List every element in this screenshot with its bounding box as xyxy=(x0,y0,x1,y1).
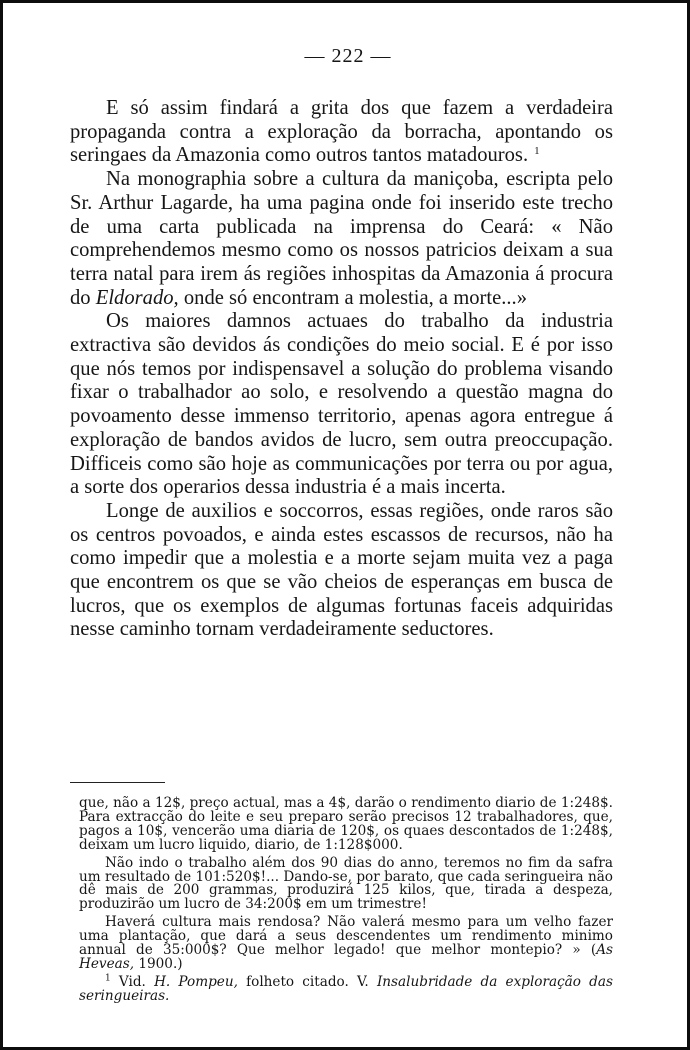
page-number: — 222 — xyxy=(304,45,392,67)
paragraph-2-italic: Eldorado, xyxy=(95,286,179,309)
footnote-1-number: 1 xyxy=(105,973,111,984)
footnote-1-mid: folheto citado. V. xyxy=(246,973,369,990)
paragraph-1 xyxy=(70,97,613,168)
paragraph-2-end: onde só encontram a molestia, a morte...» xyxy=(183,286,527,309)
paragraph-3: Os maiores damnos actuaes do trabalho da industria extractiva são devidos ás condições do meio social. E é por isso que nós temos por indispensavel a solução do problema visando fixar o trabalhador ao solo, e resolvendo a questão magna do povoamento desse immenso territorio, apenas agora entregue á exploração de bandos avidos de lucro, sem outra preoccupação. Difficeis como são hoje as communicações por terra ou por agua, a sorte dos operarios dessa industria é a mais incerta. xyxy=(70,310,613,499)
footnote-c-italic: As Heveas, xyxy=(79,942,613,972)
footnotes xyxy=(79,797,613,1008)
paragraph-4: Longe de auxilios e soccorros, essas regiões, onde raros são os centros povoados, e ainda estes escassos de recursos, não ha como impedir que a molestia e a morte sejam muita vez a paga que encontrem os que se vão cheios de esperanças em busca de lucros, que os exemplos de algumas fortunas faceis adquiridas nesse caminho tornam verdadeiramente seductores. xyxy=(70,499,613,641)
main-text xyxy=(70,97,613,642)
footnote-c-end: 1900.) xyxy=(138,955,183,972)
footnote-divider xyxy=(70,782,165,783)
footnote-1-italic-title: Insalubridade da exploração das seringueiras. xyxy=(79,973,613,1004)
footnote-c-text: Haverá cultura mais rendosa? Não valerá mesmo para um velho fazer uma plantação, que dará a seus descendentes um rendimento minimo annual de 35:000$? Que melhor legado! que melhor montepio? » ( xyxy=(79,914,613,959)
paragraph-2-text: Na monographia sobre a cultura da maniçoba, escripta pelo Sr. Arthur Lagarde, ha uma pagina onde foi inserido este trecho de uma carta publicada na imprensa do Ceará: « Não comprehendemos mesmo como os nossos patricios deixam a sua terra natal para irem ás regiões inhospitas da Amazonia á procura do xyxy=(70,168,613,309)
paragraph-1-text: E só assim findará a grita dos que fazem a verdadeira propaganda contra a exploração da borracha, apontando os seringaes da Amazonia como outros tantos matadouros. xyxy=(70,97,613,167)
footnote-1-italic-author: H. Pompeu, xyxy=(154,973,238,990)
footnote-1-start: Vid. xyxy=(118,973,146,990)
footnote-paragraph-b: Não indo o trabalho além dos 90 dias do anno, teremos no fim da safra um resultado de 101:520$!... Dando-se, por barato, que cada seringueira não dê mais de 200 grammas, produzirá 125 kilos, que, tirada a despeza, produzirão um lucro de 34:200$ em um trimestre! xyxy=(79,854,613,913)
footnote-reference: 1 xyxy=(534,144,540,157)
footnote-1 xyxy=(79,973,613,1004)
footnote-continuation: que, não a 12$, preço actual, mas a 4$, darão o rendimento diario de 1:248$. Para extracção do leite e seu preparo serão precisos 12 trabalhadores, que, pagos a 10$, vencerão uma diaria de 120$, os quaes descontados de 1:248$, deixam um lucro liquido, diario, de 1:128$000. xyxy=(79,795,613,853)
paragraph-2 xyxy=(70,168,613,310)
footnote-paragraph-c xyxy=(79,916,613,972)
